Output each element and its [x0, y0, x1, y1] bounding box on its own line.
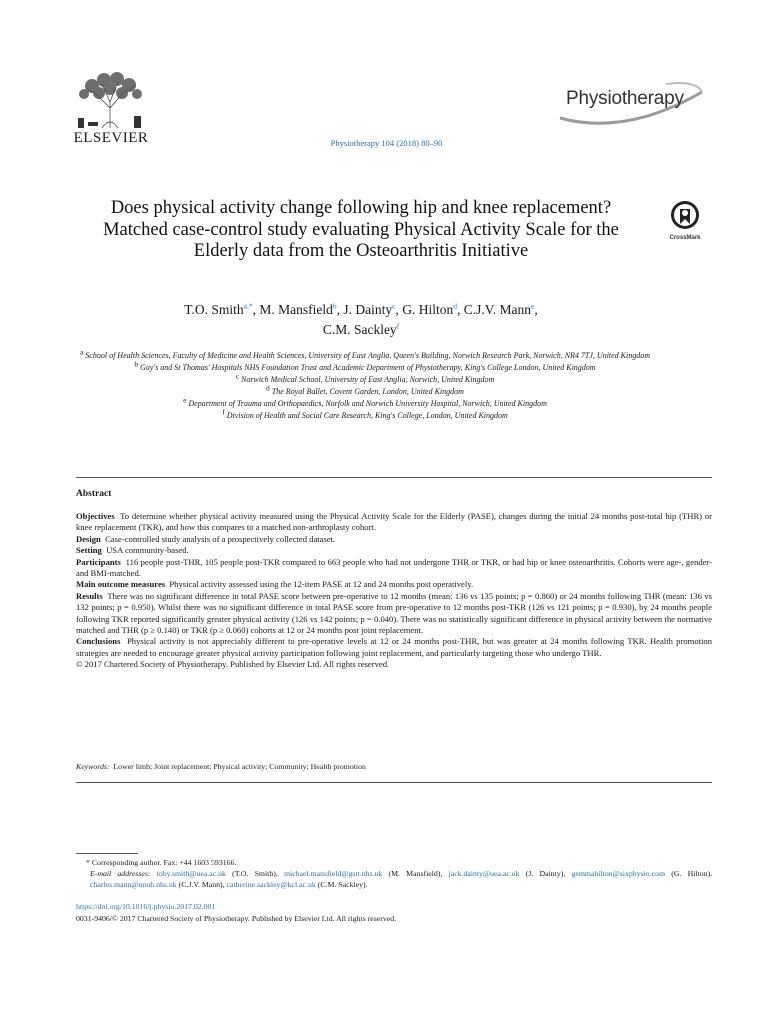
email-link[interactable]: michael.mansfield@gstt.nhs.uk: [283, 869, 383, 878]
journal-logo: [556, 78, 706, 126]
publisher-name: ELSEVIER: [73, 130, 149, 146]
email-link[interactable]: charles.mann@nnuh.nhs.uk: [90, 880, 177, 889]
corresponding-author-note: * Corresponding author. Fax: +44 1603 593166.: [86, 858, 237, 867]
abstract-section: Design Case-controlled study analysis of a prospectively collected dataset.: [76, 533, 336, 544]
author-list: [96, 300, 626, 340]
keywords: [76, 762, 712, 771]
issn-copyright: 0031-9406/© 2017 Chartered Society of Physiotherapy. Published by Elsevier Ltd. All rights reserved.: [76, 914, 397, 923]
abstract-section: Results There was no significant difference in total PASE score between pre-operative to 12 months (mean: 136 vs 135 points; p = 0.860) or 24 months following THR (mean: 136 vs 132 points; p = 0.950). Whilst there was no significant difference in total PASE score from pre-operative to 12 months post-TKR (126 vs 121 points; p = 0.930), by 24 months people following TKR reported significantly greater physical activity (126 vs 142 points; p = 0.040). There was no statistically significant difference in physical activity between the normative matched and THR (p ≥ 0.140) or TKR (p ≥ 0.060) cohorts at 12 or 24 months post joint replacement.: [76, 590, 712, 636]
email-link[interactable]: jack.dainty@uea.ac.uk: [448, 869, 520, 878]
author: M. Mansfield$^b$,: [259, 301, 344, 317]
email-addresses: E-mail addresses: toby.smith@uea.ac.uk (T.O. Smith), michael.mansfield@gstt.nhs.uk (M. Mansfield), jack.dainty@uea.ac.uk (J. Dainty), gemmahilton@sixphysio.com (G. Hilton), charles.mann@nnuh.nhs.uk (C.J.V. Mann), catherine.sackley@kcl.ac.uk (C.M. Sackley).: [90, 869, 713, 889]
affiliation: $^c$ Norwich Medical School, University of East Anglia, Norwich, United Kingdom: [235, 371, 495, 384]
affiliation: $^a$ School of Health Sciences, Faculty of Medicine and Health Sciences, University of East Anglia, Queen's Building, Norwich Research Park, Norwich, NR4 7TJ, United Kingdom: [79, 347, 651, 360]
abstract-body: [76, 511, 712, 671]
doi-link[interactable]: https://doi.org/10.1016/j.physio.2017.02.001: [76, 902, 216, 911]
divider: [76, 477, 712, 478]
article-title: Does physical activity change following hip and knee replacement? Matched case-control study evaluating Physical Activity Scale for the Elderly data from the Osteoarthritis Initiative: [103, 198, 619, 261]
footnotes: [76, 857, 712, 890]
author: T.O. Smith$^{a,*}$,: [184, 301, 260, 317]
affiliation: $^f$ Division of Health and Social Care Research, King's College, London, United Kingdom: [222, 407, 508, 420]
abstract-copyright: © 2017 Chartered Society of Physiotherapy. Published by Elsevier Ltd. All rights reserved.: [76, 659, 390, 670]
keywords-label: Keywords:: [76, 762, 110, 771]
author: G. Hilton$^d$,: [402, 301, 464, 317]
email-link[interactable]: gemmahilton@sixphysio.com: [571, 869, 666, 878]
affiliation: $^e$ Department of Trauma and Orthopaedics, Norfolk and Norwich University Hospital, Norwich, United Kingdom: [183, 395, 547, 408]
author: C.M. Sackley$^f$: [322, 321, 400, 337]
journal-citation[interactable]: Physiotherapy 104 (2018) 80–90: [330, 138, 443, 148]
crossmark-badge[interactable]: [668, 200, 702, 241]
author: C.J.V. Mann$^e$,: [463, 301, 538, 317]
abstract-section: Main outcome measures Physical activity assessed using the 12-item PASE at 12 and 24 months post operatively.: [76, 579, 474, 590]
author: J. Dainty$^c$,: [343, 301, 403, 317]
footnote-rule: [76, 853, 138, 854]
keywords-text: Lower limb; Joint replacement; Physical activity; Community; Health promotion: [113, 762, 366, 771]
abstract-section: Conclusions Physical activity is not appreciably different to pre-operative levels at 12 or 24 months post-THR, but was greater at 24 months following TKR. Health promotion strategies are needed to encourage greater physical activity participation following joint replacement, and particularly targeting those who undergo THR.: [76, 636, 712, 658]
abstract-section: Objectives To determine whether physical activity measured using the Physical Activity Scale for the Elderly (PASE), changes during the initial 24 months post-total hip (THR) or knee replacement (TKR), and how this compares to a matched non-arthroplasty cohort.: [76, 511, 712, 533]
journal-logo-text: Physiotherapy: [566, 88, 684, 109]
crossmark-label: CrossMark: [669, 235, 701, 241]
email-link[interactable]: catherine.sackley@kcl.ac.uk: [226, 880, 316, 889]
affiliation: $^b$ Guy's and St Thomas' Hospitals NHS Foundation Trust and Academic Department of Physiotherapy, King's College London, United Kingdom: [134, 359, 596, 372]
divider: [76, 782, 712, 783]
affiliations: [70, 347, 660, 422]
affiliation: $^d$ The Royal Ballet, Covent Garden, London, United Kingdom: [266, 383, 464, 396]
crossmark-icon: [670, 200, 700, 230]
abstract-section: Participants 116 people post-THR, 105 people post-TKR compared to 663 people who had not undergone THR or TKR, or had hip or knee osteoarthritis. Cohorts were age-, gender- and BMI-matched.: [76, 556, 712, 579]
email-link[interactable]: toby.smith@uea.ac.uk: [156, 869, 226, 878]
abstract-heading: Abstract: [76, 489, 112, 499]
abstract-section: Setting USA community-based.: [76, 545, 189, 556]
